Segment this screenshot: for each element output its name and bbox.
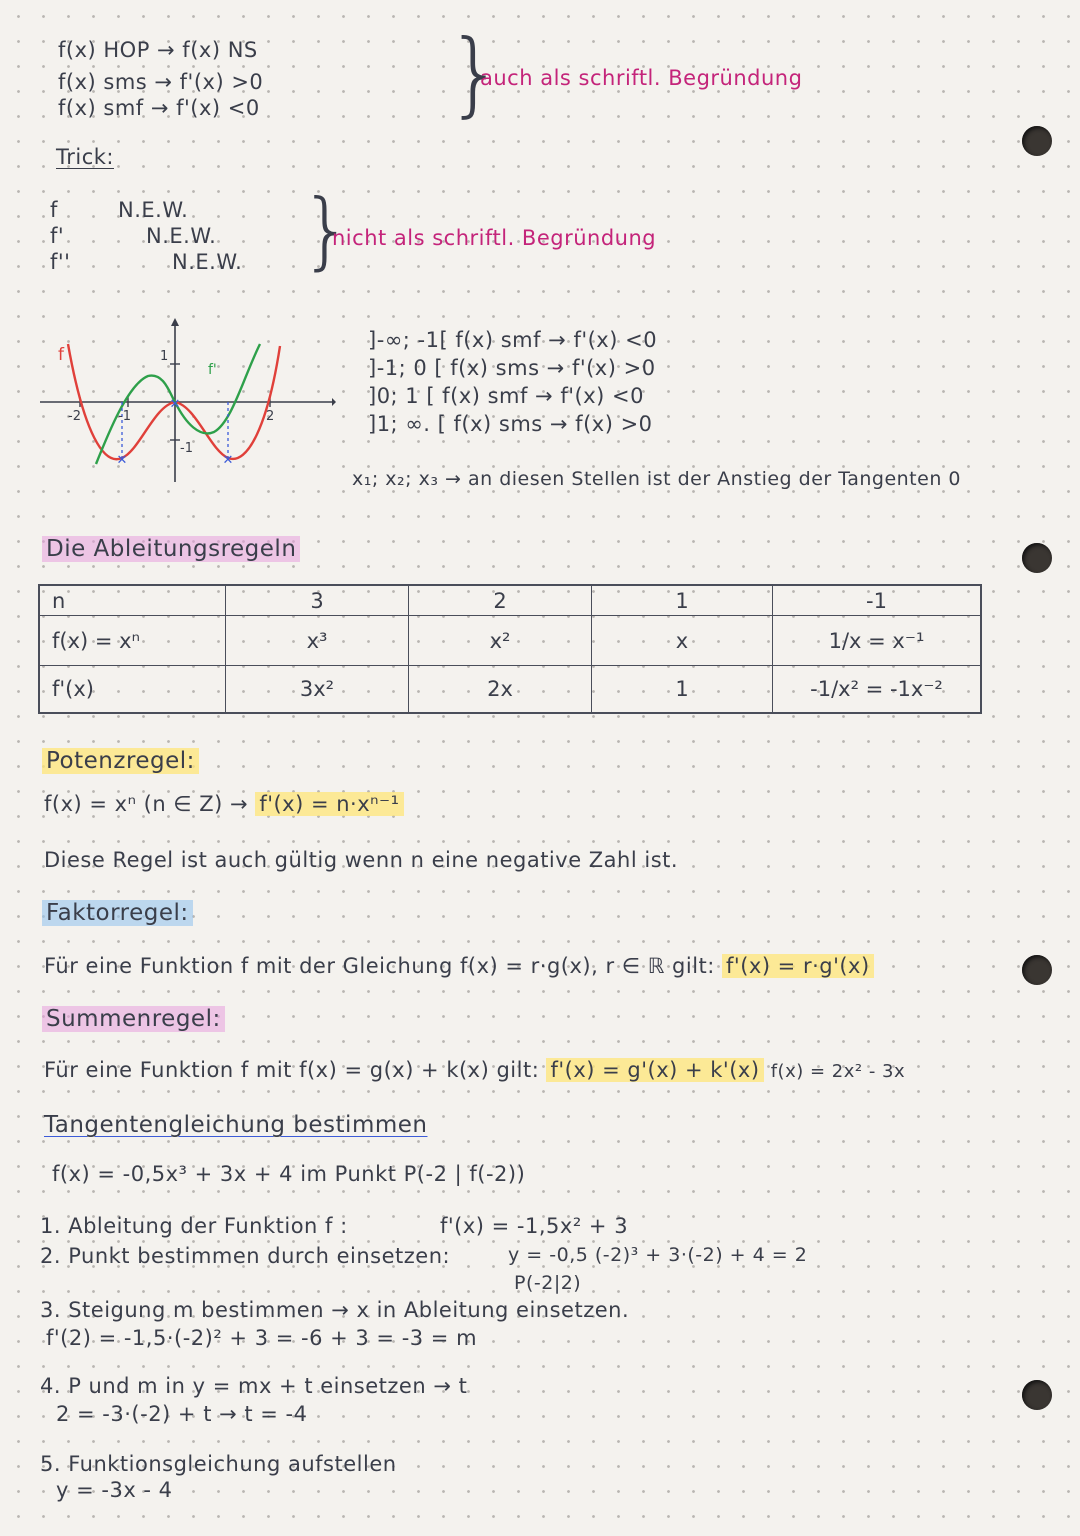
step-point: P(-2|2) bbox=[514, 1272, 582, 1294]
table-cell: x bbox=[592, 616, 773, 666]
step-value: y = -0,5 (-2)³ + 3·(-2) + 4 = 2 bbox=[508, 1244, 808, 1266]
step-value: 2 = -3·(-2) + t → t = -4 bbox=[56, 1402, 308, 1426]
table-cell: x² bbox=[409, 616, 592, 666]
monotony-line: f(x) HOP → f(x) NS bbox=[58, 38, 258, 62]
formula-start: f(x) = xⁿ (n ∈ Z) → bbox=[44, 792, 249, 816]
table-cell: 1 bbox=[592, 666, 773, 712]
table-cell: f'(x) bbox=[40, 666, 226, 712]
punch-hole bbox=[1022, 1380, 1052, 1410]
table-cell: n bbox=[40, 586, 226, 616]
graph-label-fprime: f' bbox=[208, 362, 217, 378]
function-graph bbox=[36, 314, 336, 486]
tick-label: -1 bbox=[118, 409, 131, 424]
section-heading: Tangentengleichung bestimmen bbox=[44, 1112, 428, 1138]
tick-label: 1 bbox=[160, 349, 169, 364]
rule-title: Potenzregel: bbox=[42, 748, 199, 774]
sum-rule-text bbox=[44, 1058, 905, 1082]
step-label: 1. Ableitung der Funktion f : bbox=[40, 1214, 348, 1238]
tick-label: 2 bbox=[266, 409, 275, 424]
curly-brace-icon: } bbox=[300, 181, 354, 279]
section-heading: Die Ableitungsregeln bbox=[42, 536, 300, 562]
trick-fn: f bbox=[50, 198, 58, 222]
step-value: y = -3x - 4 bbox=[56, 1478, 173, 1502]
sum-rule-example: f(x) = 2x² - 3x bbox=[770, 1061, 906, 1082]
extremum-marker-icon: ✕ bbox=[116, 453, 128, 468]
punch-hole bbox=[1022, 543, 1052, 573]
tangent-problem: f(x) = -0,5x³ + 3x + 4 im Punkt P(-2 | f(-2)) bbox=[52, 1162, 526, 1186]
table-cell: -1 bbox=[773, 586, 980, 616]
x-axis-arrow-icon bbox=[332, 398, 336, 406]
table-cell: 1/x = x⁻¹ bbox=[773, 616, 980, 666]
trick-fn: f' bbox=[50, 224, 65, 248]
table-cell: 2 bbox=[409, 586, 592, 616]
monotony-line: f(x) smf → f'(x) <0 bbox=[58, 96, 260, 120]
interval-line: ]1; ∞. [ f(x) sms → f(x) >0 bbox=[368, 412, 653, 436]
rule-title: Summenregel: bbox=[42, 1006, 225, 1032]
tangent-note: x₁; x₂; x₃ → an diesen Stellen ist der Anstieg der Tangenten 0 bbox=[352, 468, 961, 490]
sum-rule-result: f'(x) = g'(x) + k'(x) bbox=[546, 1058, 763, 1082]
tick-label: -1 bbox=[180, 441, 193, 456]
trick-fn: f'' bbox=[50, 250, 71, 274]
table-cell: 1 bbox=[592, 586, 773, 616]
step-label: 2. Punkt bestimmen durch einsetzen: bbox=[40, 1244, 451, 1268]
step-label: 5. Funktionsgleichung aufstellen bbox=[40, 1452, 397, 1476]
tick-label: -2 bbox=[68, 409, 81, 424]
factor-rule-text bbox=[44, 954, 874, 978]
table-cell: -1/x² = -1x⁻² bbox=[810, 677, 943, 701]
interval-line: ]-1; 0 [ f(x) sms → f'(x) >0 bbox=[368, 356, 656, 380]
derivative-table bbox=[38, 584, 982, 714]
monotony-note: auch als schriftl. Begründung bbox=[480, 66, 803, 90]
power-rule-formula bbox=[44, 792, 404, 816]
sum-rule-desc: Für eine Funktion f mit f(x) = g(x) + k(x) gilt: bbox=[44, 1058, 540, 1082]
formula-result: f'(x) = n·xⁿ⁻¹ bbox=[255, 792, 403, 816]
step-value: f'(x) = -1,5x² + 3 bbox=[440, 1214, 629, 1238]
table-cell: 3x² bbox=[226, 666, 409, 712]
trick-val: N.E.W. bbox=[172, 250, 243, 274]
curly-brace-icon: } bbox=[446, 20, 505, 127]
interval-line: ]0; 1 [ f(x) smf → f'(x) <0 bbox=[368, 384, 644, 408]
table-cell: x³ bbox=[226, 616, 409, 666]
step-value: f'(2) = -1,5·(-2)² + 3 = -6 + 3 = -3 = m bbox=[46, 1326, 478, 1350]
step-label: 4. P und m in y = mx + t einsetzen → t bbox=[40, 1374, 468, 1398]
extremum-marker-icon: ✕ bbox=[222, 453, 234, 468]
rule-title: Faktorregel: bbox=[42, 900, 193, 926]
table-cell: 2x bbox=[409, 666, 592, 712]
trick-val: N.E.W. bbox=[146, 224, 217, 248]
table-cell: 3 bbox=[226, 586, 409, 616]
factor-rule-result: f'(x) = r·g'(x) bbox=[722, 954, 874, 978]
punch-hole bbox=[1022, 126, 1052, 156]
trick-note: nicht als schriftl. Begründung bbox=[332, 226, 657, 250]
power-rule-note: Diese Regel ist auch gültig wenn n eine negative Zahl ist. bbox=[44, 848, 679, 872]
punch-hole bbox=[1022, 955, 1052, 985]
trick-title: Trick: bbox=[56, 145, 114, 169]
step-label: 3. Steigung m bestimmen → x in Ableitung einsetzen. bbox=[40, 1298, 630, 1322]
interval-line: ]-∞; -1[ f(x) smf → f'(x) <0 bbox=[368, 328, 658, 352]
factor-rule-desc: Für eine Funktion f mit der Gleichung f(x) = r·g(x), r ∈ ℝ gilt: bbox=[44, 954, 715, 978]
y-axis-arrow-icon bbox=[171, 318, 179, 326]
monotony-line: f(x) sms → f'(x) >0 bbox=[58, 70, 264, 94]
graph-label-f: f bbox=[58, 345, 64, 365]
table-cell: f(x) = xⁿ bbox=[40, 616, 226, 666]
trick-val: N.E.W. bbox=[118, 198, 189, 222]
extremum-marker-icon: ✕ bbox=[169, 397, 181, 412]
